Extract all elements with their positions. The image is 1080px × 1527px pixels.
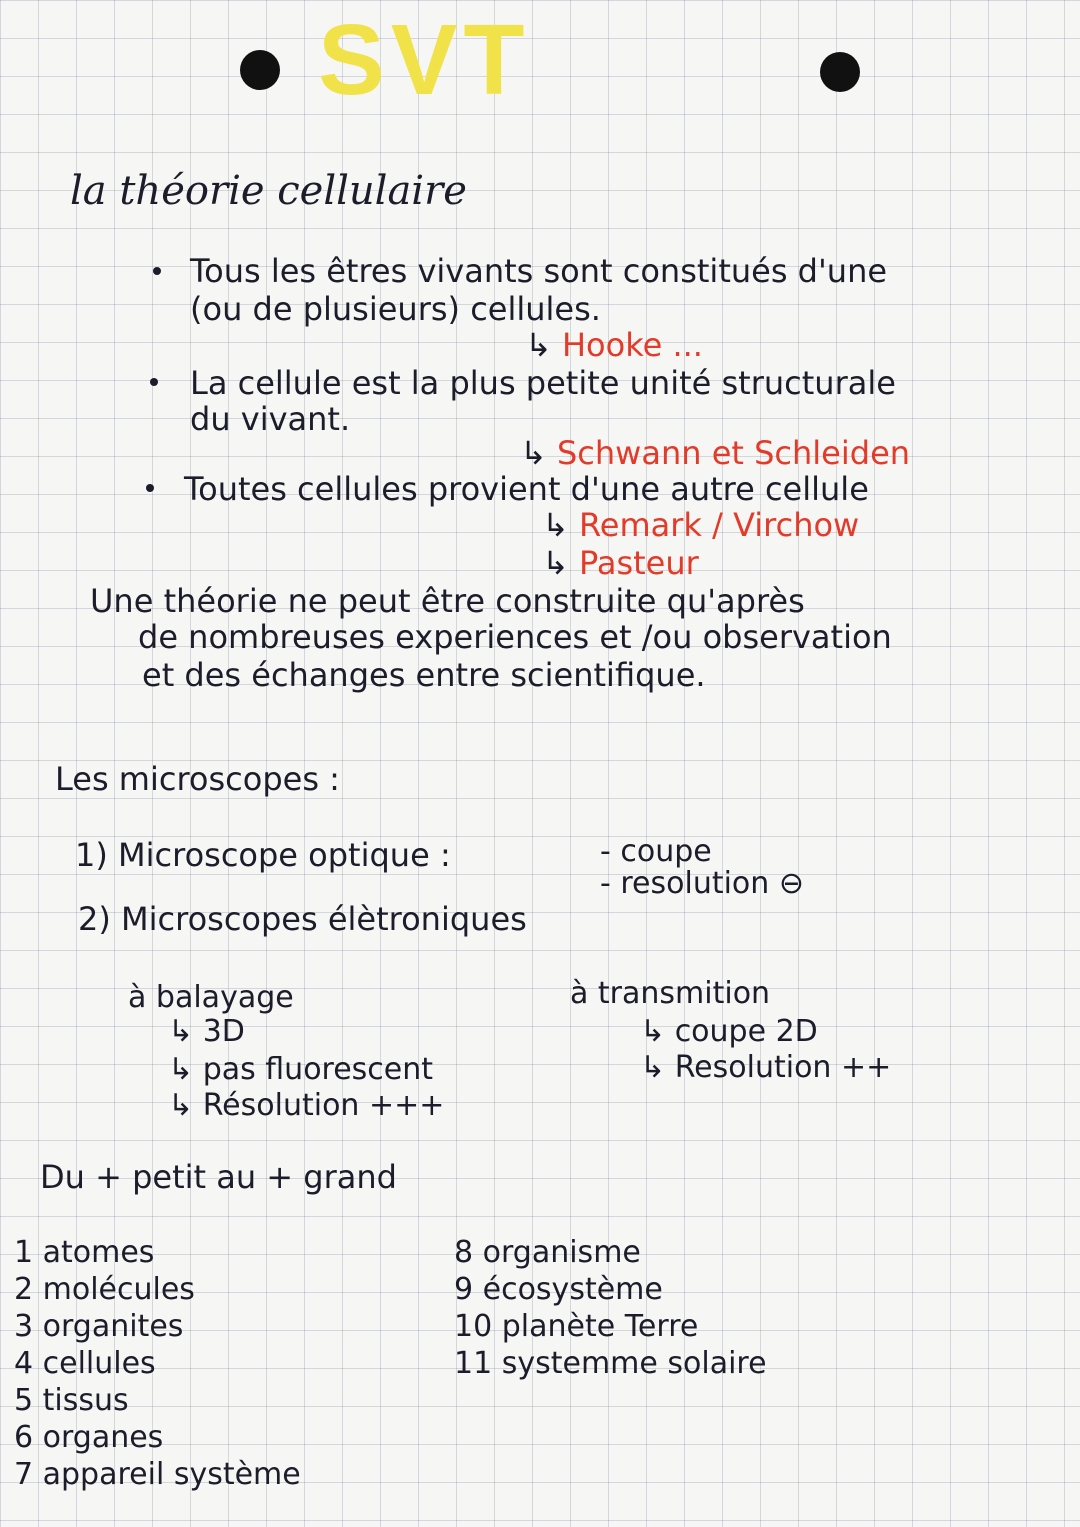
scale-item: 3 organites	[14, 1309, 184, 1344]
bullet-icon	[146, 484, 154, 492]
scanning-note-fluorescent: ↳ pas fluorescent	[168, 1052, 434, 1087]
scale-item: 2 molécules	[14, 1272, 195, 1307]
scale-list-right	[454, 1234, 767, 1382]
scale-item: 9 écosystème	[454, 1272, 663, 1307]
statement-3-ref-2: ↳ Pasteur	[542, 544, 699, 582]
statement-1-ref: ↳ Hooke ...	[525, 326, 703, 364]
scale-item: 4 cellules	[14, 1346, 156, 1381]
section-heading-cell-theory: la théorie cellulaire	[70, 168, 467, 214]
statement-3-line-1: Toutes cellules provient d'une autre cellule	[184, 470, 869, 508]
optical-note-cut: - coupe	[600, 834, 712, 869]
transmission-note-cut: ↳ coupe 2D	[640, 1014, 818, 1049]
statement-1-line-2: (ou de plusieurs) cellules.	[190, 290, 601, 328]
scanning-note-resolution: ↳ Résolution +++	[168, 1088, 445, 1123]
optical-note-resolution: - resolution ⊖	[600, 866, 804, 901]
scale-item: 6 organes	[14, 1420, 164, 1455]
electronic-microscopes-label: 2) Microscopes élètroniques	[78, 900, 527, 938]
section-heading-microscopes: Les microscopes :	[55, 760, 340, 798]
scale-item: 5 tissus	[14, 1383, 129, 1418]
section-heading-scale: Du + petit au + grand	[40, 1158, 397, 1196]
scale-item: 10 planète Terre	[454, 1309, 699, 1344]
bullet-icon	[150, 378, 158, 386]
scanning-note-3d: ↳ 3D	[168, 1014, 245, 1049]
page-title: SVT	[318, 4, 531, 116]
scanning-label: à balayage	[128, 980, 294, 1015]
binder-hole-left	[240, 50, 280, 90]
binder-hole-right	[820, 52, 860, 92]
statement-1-line-1: Tous les êtres vivants sont constitués d'une	[190, 252, 888, 290]
scale-item: 7 appareil système	[14, 1457, 301, 1492]
transmission-note-resolution: ↳ Resolution ++	[640, 1050, 892, 1085]
conclusion-line-3: et des échanges entre scientifique.	[142, 656, 706, 694]
bullet-icon	[153, 267, 161, 275]
statement-2-ref: ↳ Schwann et Schleiden	[520, 434, 911, 472]
scale-item: 11 systemme solaire	[454, 1346, 767, 1381]
conclusion-line-1: Une théorie ne peut être construite qu'après	[90, 582, 805, 620]
statement-2-line-2: du vivant.	[190, 400, 351, 438]
scale-item: 1 atomes	[14, 1235, 155, 1270]
statement-2-line-1: La cellule est la plus petite unité structurale	[190, 364, 896, 402]
scale-list-left	[14, 1234, 301, 1493]
transmission-label: à transmition	[570, 976, 771, 1011]
optical-microscope-label: 1) Microscope optique :	[75, 836, 451, 874]
conclusion-line-2: de nombreuses experiences et /ou observation	[138, 618, 892, 656]
statement-3-ref-1: ↳ Remark / Virchow	[542, 506, 860, 544]
scale-item: 8 organisme	[454, 1235, 641, 1270]
